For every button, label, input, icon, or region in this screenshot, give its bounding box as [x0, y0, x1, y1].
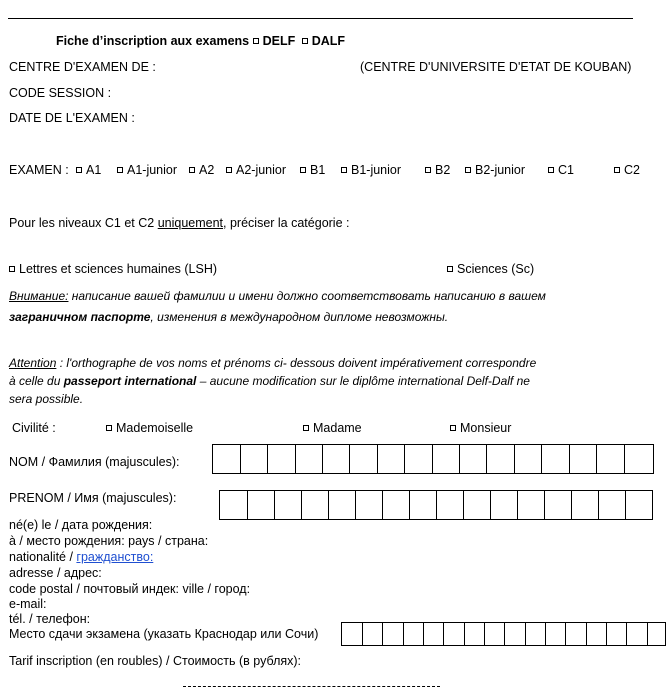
- warning-fr-line1: Attention : l'orthographe de vos noms et prénoms ci- dessous doivent impérativement correspondre: [9, 356, 537, 370]
- examen-label: EXAMEN :: [9, 163, 69, 177]
- checkbox-icon: [300, 167, 306, 173]
- examen-option-b1[interactable]: B1: [300, 163, 325, 177]
- checkbox-icon: [226, 167, 232, 173]
- warning-ru-line1: Внимание: написание вашей фамилии и имени должно соответствовать написанию в вашем: [9, 289, 546, 303]
- tarif-label: Tarif inscription (en roubles) / Стоимость (в рублях):: [9, 654, 302, 668]
- lieu-examen-label: Место сдачи экзамена (указать Краснодар или Сочи): [9, 627, 319, 641]
- checkbox-icon: [447, 266, 453, 272]
- checkbox-icon: [450, 425, 456, 431]
- civilite-label: Civilité :: [12, 421, 56, 435]
- bottom-dashed-rule: [183, 686, 440, 687]
- session-label: CODE SESSION :: [9, 86, 112, 100]
- examen-option-b2-junior[interactable]: B2-junior: [465, 163, 525, 177]
- prenom-input-grid[interactable]: [219, 490, 653, 520]
- nationalite-link[interactable]: гражданство:: [76, 550, 154, 564]
- checkbox-dalf[interactable]: [302, 38, 308, 44]
- examen-option-a2-junior[interactable]: A2-junior: [226, 163, 286, 177]
- checkbox-icon: [106, 425, 112, 431]
- checkbox-icon: [76, 167, 82, 173]
- civilite-mademoiselle[interactable]: Mademoiselle: [106, 421, 193, 435]
- warning-ru-line2: заграничном паспорте, изменения в международном дипломе невозможны.: [9, 310, 449, 324]
- option-sc[interactable]: Sciences (Sc): [447, 262, 534, 276]
- centre-label: CENTRE D'EXAMEN DE :: [9, 60, 156, 74]
- lieu-label: à / место рождения: pays / страна:: [9, 534, 209, 548]
- niveaux-instruction: Pour les niveaux C1 et C2 uniquement, préciser la catégorie :: [9, 216, 350, 230]
- checkbox-icon: [425, 167, 431, 173]
- top-rule: [8, 18, 633, 19]
- warning-fr-line3: sera possible.: [9, 392, 84, 406]
- title-text: Fiche d’inscription aux examens: [56, 34, 253, 48]
- nom-input-grid[interactable]: [212, 444, 654, 474]
- checkbox-delf[interactable]: [253, 38, 259, 44]
- checkbox-icon: [117, 167, 123, 173]
- checkbox-icon: [548, 167, 554, 173]
- prenom-label: PRENOM / Имя (majuscules):: [9, 491, 177, 505]
- lieu-examen-input-grid[interactable]: [341, 622, 666, 646]
- nom-label: NOM / Фамилия (majuscules):: [9, 455, 180, 469]
- checkbox-icon: [303, 425, 309, 431]
- centre-value: (CENTRE D'UNIVERSITE D'ETAT DE KOUBAN): [360, 60, 632, 74]
- checkbox-icon: [465, 167, 471, 173]
- code-postal-label: code postal / почтовый индек: ville / город:: [9, 582, 251, 596]
- examen-option-c1[interactable]: C1: [548, 163, 574, 177]
- warning-fr-line2: à celle du passeport international – aucune modification sur le diplôme international Delf-Dalf ne: [9, 374, 530, 388]
- checkbox-icon: [614, 167, 620, 173]
- examen-option-c2[interactable]: C2: [614, 163, 640, 177]
- checkbox-icon: [341, 167, 347, 173]
- examen-option-a1-junior[interactable]: A1-junior: [117, 163, 177, 177]
- civilite-monsieur[interactable]: Monsieur: [450, 421, 511, 435]
- form-title: [56, 34, 345, 48]
- examen-option-a2[interactable]: A2: [189, 163, 214, 177]
- examen-option-b1-junior[interactable]: B1-junior: [341, 163, 401, 177]
- examen-option-b2[interactable]: B2: [425, 163, 450, 177]
- checkbox-icon: [9, 266, 15, 272]
- nationalite-label: nationalité / гражданство:: [9, 550, 154, 564]
- label-delf: DELF: [262, 34, 296, 48]
- label-dalf: DALF: [311, 34, 346, 48]
- civilite-madame[interactable]: Madame: [303, 421, 362, 435]
- naissance-label: né(e) le / дата рождения:: [9, 518, 153, 532]
- option-lsh[interactable]: Lettres et sciences humaines (LSH): [9, 262, 217, 276]
- email-label: e-mail:: [9, 597, 47, 611]
- date-label: DATE DE L'EXAMEN :: [9, 111, 135, 125]
- checkbox-icon: [189, 167, 195, 173]
- examen-option-a1[interactable]: A1: [76, 163, 101, 177]
- tel-label: tél. / телефон:: [9, 612, 91, 626]
- adresse-label: adresse / адрес:: [9, 566, 102, 580]
